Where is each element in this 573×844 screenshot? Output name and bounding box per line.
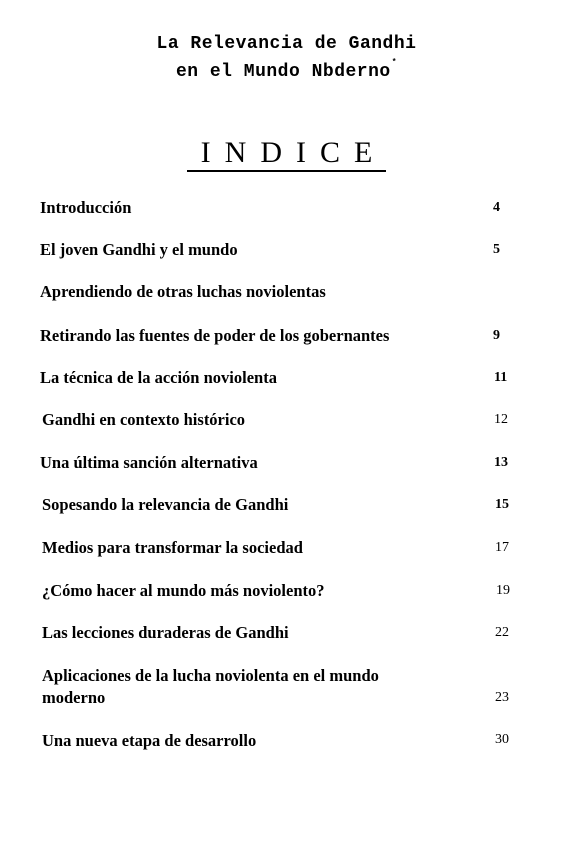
toc-entry-page: 19 [496,583,510,598]
toc-entry-title: Gandhi en contexto histórico [42,410,246,429]
toc-entry-page: 9 [493,328,500,343]
toc-entry-title: Las lecciones duraderas de Gandhi [42,623,289,642]
toc-entry-page: 11 [494,370,508,385]
toc-entry-page: 12 [494,412,508,427]
toc-entry-title: Aplicaciones de la lucha noviolenta en el mundo moderno [42,666,379,707]
title-line-2-text: en el Mundo Nbderno [175,62,391,82]
toc-entry-page: 5 [493,242,500,257]
toc-entry-page: 15 [495,497,509,512]
title-line-1-text: La Relevancia de Gandhi [156,34,417,54]
toc-entry-page: 23 [495,690,509,705]
toc-entry-title: Aprendiendo de otras luchas noviolentas [40,282,326,301]
toc-entry-page: 4 [493,200,500,215]
document-title-line-1 [0,34,573,54]
footnote-mark: * [391,58,398,67]
index-heading-text: INDICE [187,136,387,172]
toc-entry-page: 13 [494,455,508,470]
toc-entry-title: El joven Gandhi y el mundo [40,240,238,259]
toc-entry-page: 17 [495,540,509,555]
toc-entry-title: Una última sanción alternativa [40,453,258,472]
toc-entry-title: Una nueva etapa de desarrollo [42,731,257,750]
toc-entry-title: Introducción [40,198,132,217]
toc-entry-title: Medios para transformar la sociedad [42,538,303,557]
toc-entry-title: Retirando las fuentes de poder de los gobernantes [40,326,390,345]
toc-entry-title: Sopesando la relevancia de Gandhi [42,495,289,514]
toc-entry-page: 22 [495,625,509,640]
toc-entry-title: La técnica de la acción noviolenta [40,368,277,387]
index-heading [0,136,573,172]
toc-entry-page: 30 [495,732,509,747]
document-title-line-2 [0,58,573,82]
toc-entry-title: ¿Cómo hacer al mundo más noviolento? [42,581,325,600]
